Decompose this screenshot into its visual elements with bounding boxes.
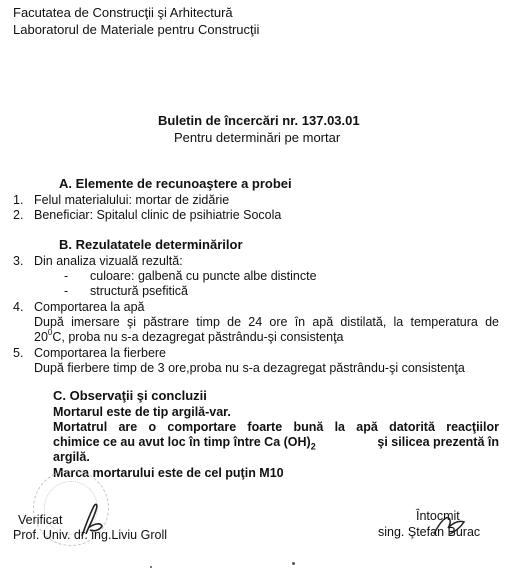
conclusion-para-line2-start <box>53 435 316 450</box>
temperature-value: 20 <box>34 330 48 344</box>
item-4-number: 4. <box>13 300 24 314</box>
degree-mark: 0 <box>47 327 53 337</box>
bulletin-title: Buletin de încercări nr. 137.03.01 <box>158 113 360 128</box>
scan-speck <box>150 566 152 568</box>
item-3-number: 3. <box>13 254 24 268</box>
formula-text: chimice ce au avut loc în timp între Ca (OH) <box>53 435 311 449</box>
faculty-name: Facutatea de Construcţii şi Arhitectură <box>13 5 233 20</box>
conclusion-mortar-type: Mortarul este de tip argilă-var. <box>53 405 231 419</box>
conclusion-para-line1: Mortatrul are o comportare foarte bună la apă datorită reacţiilor <box>53 420 499 434</box>
item-4-title: Comportarea la apă <box>34 300 145 314</box>
scan-speck <box>292 562 295 565</box>
item-5-title: Comportarea la fierbere <box>34 346 167 360</box>
item-4-line1: După imersare şi păstrare timp de 24 ore în apă distilată, la temperatura de <box>34 315 499 329</box>
section-b-heading: B. Rezulatatele determinărilor <box>59 237 243 252</box>
formula-subscript: 2 <box>310 441 316 452</box>
conclusion-mortar-grade: Marca mortarului este de cel puţin M10 <box>53 466 284 480</box>
conclusion-para-line2-end: şi silicea prezentă în <box>377 435 499 449</box>
conclusion-para-line3: argilă. <box>53 450 90 464</box>
section-c-heading: C. Observaţii şi concluzii <box>53 388 207 403</box>
verified-label: Verificat <box>18 513 63 527</box>
item-1-number: 1. <box>13 193 24 207</box>
laboratory-name: Laboratorul de Materiale pentru Construcţii <box>13 22 260 37</box>
item-2-text: Beneficiar: Spitalul clinic de psihiatrie Socola <box>34 208 282 222</box>
conclusion-para-line2 <box>53 435 499 450</box>
prepared-label: Întocmit <box>416 509 460 523</box>
verifier-signature <box>76 500 110 540</box>
item-2-number: 2. <box>13 208 24 222</box>
item-5-text: După fierbere timp de 3 ore,proba nu s-a dezagregat păstrându-şi consistenţa <box>34 361 465 375</box>
item-4-line2 <box>34 327 344 345</box>
temperature-unit: C <box>52 330 62 344</box>
item-5-number: 5. <box>13 346 24 360</box>
bullet-structure: structură psefitică <box>90 284 188 298</box>
preparer-signature <box>430 512 470 540</box>
verifier-name: Prof. Univ. dr. ing.Liviu Groll <box>13 528 167 542</box>
bullet-color: culoare: galbenă cu puncte albe distincte <box>90 269 317 283</box>
item-1-text: Felul materialului: mortar de zidărie <box>34 193 230 207</box>
item-4-line2-rest: , proba nu s-a dezagregat păstrându-şi consistenţa <box>61 330 344 344</box>
preparer-name: sing. Ştefan Burac <box>378 525 481 539</box>
bullet-dash: - <box>64 269 69 283</box>
bullet-dash: - <box>64 284 69 298</box>
item-3-text: Din analiza vizuală rezultă: <box>34 254 183 268</box>
bulletin-subtitle: Pentru determinări pe mortar <box>174 130 341 145</box>
section-a-heading: A. Elemente de recunoaştere a probei <box>59 176 292 191</box>
